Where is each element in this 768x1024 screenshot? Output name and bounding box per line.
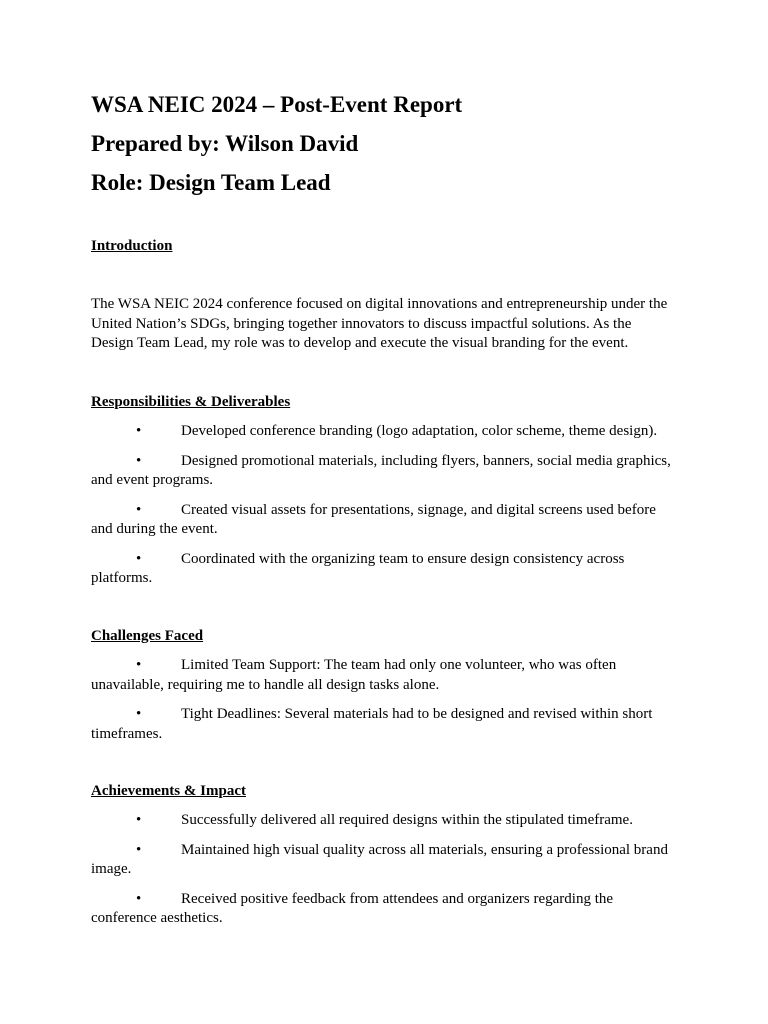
list-item-text: Maintained high visual quality across all materials, ensuring a professional brand image.	[91, 841, 668, 877]
list-item-text: Successfully delivered all required designs within the stipulated timeframe.	[181, 812, 633, 828]
bullet-icon: •	[136, 423, 142, 439]
responsibilities-heading: Responsibilities & Deliverables	[91, 394, 291, 410]
introduction-body: The WSA NEIC 2024 conference focused on digital innovations and entrepreneurship under the United Nation’s SDGs, bringing together innovators to discuss impactful solutions. As the Design Team Lead, my role was to develop and execute the visual branding for the event.	[91, 296, 668, 351]
list-item-text: Received positive feedback from attendees and organizers regarding the conference aesthetics.	[91, 890, 614, 926]
list-item	[91, 501, 681, 540]
bullet-icon: •	[136, 501, 142, 518]
achievements-list	[91, 811, 681, 929]
role-line: Role: Design Team Lead	[91, 170, 331, 195]
document-header	[91, 91, 691, 197]
achievements-heading: Achievements & Impact	[91, 783, 246, 799]
bullet-icon: •	[136, 657, 142, 673]
responsibilities-list	[91, 422, 681, 589]
bullet-icon: •	[136, 812, 142, 828]
list-item-text: Coordinated with the organizing team to ensure design consistency across platforms.	[91, 550, 625, 586]
list-item	[91, 422, 681, 442]
introduction-heading: Introduction	[91, 238, 173, 254]
prepared-by-line: Prepared by: Wilson David	[91, 131, 359, 156]
list-item-text: Tight Deadlines: Several materials had to be designed and revised within short timeframes.	[91, 706, 653, 742]
list-item	[91, 841, 681, 880]
report-title: WSA NEIC 2024 – Post-Event Report	[91, 92, 463, 117]
bullet-icon: •	[136, 890, 142, 907]
list-item	[91, 890, 681, 929]
list-item-text: Designed promotional materials, including flyers, banners, social media graphics, and event programs.	[91, 452, 671, 488]
bullet-icon: •	[136, 550, 142, 567]
list-item	[91, 811, 681, 831]
list-item-text: Developed conference branding (logo adaptation, color scheme, theme design).	[181, 423, 658, 439]
bullet-icon: •	[136, 706, 142, 722]
challenges-section	[91, 627, 681, 744]
achievements-section	[91, 782, 681, 929]
challenges-list	[91, 656, 681, 744]
list-item	[91, 550, 681, 589]
introduction-section	[91, 237, 681, 354]
list-item	[91, 705, 681, 744]
list-item-text: Limited Team Support: The team had only one volunteer, who was often unavailable, requiring me to handle all design tasks alone.	[91, 657, 617, 693]
bullet-icon: •	[136, 452, 142, 469]
responsibilities-section	[91, 393, 681, 589]
list-item	[91, 656, 681, 695]
bullet-icon: •	[136, 841, 142, 858]
list-item	[91, 452, 681, 491]
list-item-text: Created visual assets for presentations, signage, and digital screens used before and during the event.	[91, 501, 656, 537]
challenges-heading: Challenges Faced	[91, 628, 204, 644]
